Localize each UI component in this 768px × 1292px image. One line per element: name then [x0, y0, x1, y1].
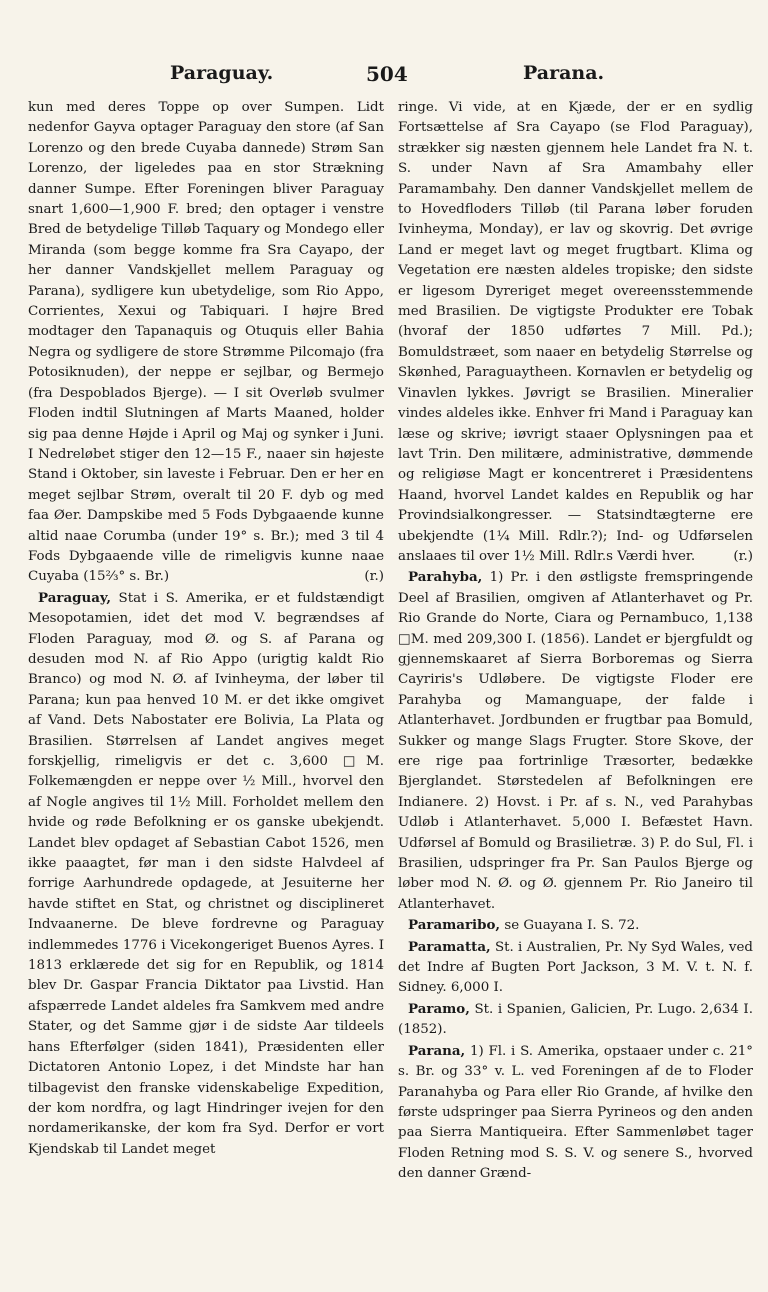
entry-text: ringe. Vi vide, at en Kjæde, der er en sydlig Fortsættelse af Sra Cayapo (se Flod Paraguay), strækker sig næsten gjennem hele Landet fra N. t. S. under Navn af Sra Amambahy eller Paramambahy. Den danner Vandskjellet mellem de to Hovedfloders Tilløb (til Parana løber foruden Ivinheyma, Monday), er lav og skovrig. Det øvrige Land er meget lavt og meget frugtbart. Klima og Vegetation ere næsten aldeles tropiske; den sidste er ligesom Dyreriget meget overeensstemmende med Brasilien. De vigtigste Produkter ere Tobak (hvoraf der 1850 udførtes 7 Mill. Pd.); Bomuldstræet, som naaer en betydelig Størrelse og Skønhed, Paraguaytheen. Kornavlen er betydelig og Vinavlen lykkes. Jøvrigt se Brasilien. Mineralier vindes aldeles ikke. Enhver fri Mand i Paraguay kan læse og skrive; iøvrigt staaer Oplysningen paa et lavt Trin. Den militære, administrative, dømmende og religiøse Magt er koncentreret i Præsidentens Haand, hvorvel Landet kaldes en Republik og har Provindsialkongresser. — Statsindtægterne ere ubekjendte (1¼ Mill. Rdlr.?); Ind- og Udførselen anslaaes til over 1½ Mill. Rdlr.s Værdi hver.	[398, 100, 753, 564]
entry-text: St. i Australien, Pr. Ny Syd Wales, ved det Indre af Bugten Port Jackson, 3 M. V. t. N. f. Sidney. 6,000 I.	[398, 939, 753, 996]
entry-headword: Paramo,	[408, 1000, 470, 1017]
page-number: 504	[366, 62, 408, 86]
author-signature: (r.)	[733, 548, 753, 564]
right-column	[398, 98, 753, 1268]
entry-text: 1) Pr. i den østligste fremspringende Deel af Brasilien, omgiven af Atlanterhavet og Pr. Rio Grande do Norte, Ciara og Pernambuco, 1,138 □M. med 209,300 I. (1856). Landet er bjergfuldt og gjennemskaaret af Sierra Borboremas og Sierra Cayriris's Udløbere. De vigtigste Floder ere Parahyba og Mamanguape, der falde i Atlanterhavet. Jordbunden er frugtbar paa Bomuld, Sukker og mange Slags Frugter. Store Skove, der ere rige paa fortrinlige Træsorter, bedække Bjerglandet. Størstedelen af Befolkningen ere Indianere. 2) Hovst. i Pr. af s. N., ved Parahybas Udløb i Atlanterhavet. 5,000 I. Befæstet Havn. Udførsel af Bomuld og Brasilietræ. 3) P. do Sul, Fl. i Brasilien, udspringer fra Pr. San Paulos Bjerge og løber mod N. Ø. og Ø. gjennem Pr. Rio Janeiro til Atlanterhavet.	[398, 570, 753, 912]
entry-paraguay-river-continued	[28, 98, 384, 588]
entry-headword: Paraguay,	[38, 589, 112, 606]
author-signature: (r.)	[364, 569, 384, 585]
header-left-keyword: Paraguay.	[170, 62, 274, 84]
entry-paraguay-state-continued	[398, 98, 753, 567]
entry-paraguay-state	[28, 588, 384, 1160]
entry-paramatta	[398, 937, 753, 999]
header-right-keyword: Parana.	[523, 62, 605, 84]
entry-headword: Parahyba,	[408, 569, 483, 586]
entry-parahyba	[398, 567, 753, 915]
entry-text: se Guayana I. S. 72.	[504, 918, 640, 934]
entry-paramo	[398, 999, 753, 1041]
entry-text: 1) Fl. i S. Amerika, opstaaer under c. 21° s. Br. og 33° v. L. ved Foreningen af de to Floder Paranahyba og Para eller Rio Grande, af hvilke den første udspringer paa Sierra Pyrineos og den anden paa Sierra Mantiqueira. Efter Sammenløbet tager Floden Retning mod S. S. V. og senere S., hvorved den danner Grænd-	[398, 1043, 753, 1182]
running-header	[0, 62, 768, 88]
entry-headword: Paramaribo,	[408, 917, 501, 934]
left-column	[28, 98, 384, 1268]
entry-parana	[398, 1041, 753, 1185]
entry-paramaribo	[398, 915, 753, 936]
entry-headword: Paramatta,	[408, 938, 491, 955]
entry-text: kun med deres Toppe op over Sumpen. Lidt nedenfor Gayva optager Paraguay den store (af San Lorenzo og den brede Cuyaba dannede) Strøm San Lorenzo, der ligeledes paa en stor Strækning danner Sumpe. Efter Foreningen bliver Paraguay snart 1,600—1,900 F. bred; den optager i venstre Bred de betydelige Tilløb Taquary og Mondego eller Miranda (som begge komme fra Sra Cayapo, der her danner Vandskjellet mellem Paraguay og Parana), sydligere kun ubetydelige, som Rio Appo, Corrientes, Xexui og Tabiquari. I højre Bred modtager den Tapanaquis og Otuquis eller Bahia Negra og sydligere de store Strømme Pilcomajo (fra Potosiknuden), der neppe er sejlbar, og Bermejo (fra Despoblados Bjerge). — I sit Overløb svulmer Floden indtil Slutningen af Marts Maaned, holder sig paa denne Højde i April og Maj og synker i Juni. I Nedreløbet stiger den 12—15 F., naaer sin højeste Stand i Oktober, sin laveste i Februar. Den er her en meget sejlbar Strøm, overalt til 20 F. dyb og med faa Øer. Dampskibe med 5 Fods Dybgaaende kunne altid naae Corumba (under 19° s. Br.); med 3 til 4 Fods Dybgaaende ville de rimeligvis kunne naae Cuyaba (15⅔° s. Br.)	[28, 100, 384, 585]
entry-text: Stat i S. Amerika, er et fuldstændigt Mesopotamien, idet det mod V. begrændses af Floden Paraguay, mod Ø. og S. af Parana og desuden mod N. af Rio Appo (urigtig kaldt Rio Branco) og mod N. Ø. af Ivinheyma, der løber til Parana; kun paa henved 10 M. er det ikke omgivet af Vand. Dets Nabostater ere Bolivia, La Plata og Brasilien. Størrelsen af Landet angives meget forskjellig, rimeligvis er det c. 3,600 □M. Folkemængden er neppe over ½ Mill., hvorvel den af Nogle angives til 1½ Mill. Forholdet mellem den hvide og røde Befolkning er os ganske ubekjendt. Landet blev opdaget af Sebastian Cabot 1526, men ikke paaagtet, før man i den sidste Halvdeel af forrige Aarhundrede opdagede, at Jesuiterne her havde stiftet en Stat, og christnet og disciplineret Indvaanerne. De bleve fordrevne og Paraguay indlemmedes 1776 i Vicekongeriget Buenos Ayres. I 1813 erklærede det sig for en Republik, og 1814 blev Dr. Gaspar Francia Diktator paa Livstid. Han afspærrede Landet aldeles fra Samkvem med andre Stater, og det Samme gjør i de sidste Aar tildeels hans Efterfølger (siden 1841), Præsidenten eller Dictatoren Antonio Lopez, i det Mindste har han tilbagevist den franske videnskabelige Expedition, der kom nordfra, og lagt Hindringer ivejen for den nordamerikanske, der kom fra Syd. Derfor er vort Kjendskab til Landet meget	[28, 590, 384, 1157]
entry-text: St. i Spanien, Galicien, Pr. Lugo. 2,634 I. (1852).	[398, 1001, 753, 1038]
entry-headword: Parana,	[408, 1042, 466, 1059]
